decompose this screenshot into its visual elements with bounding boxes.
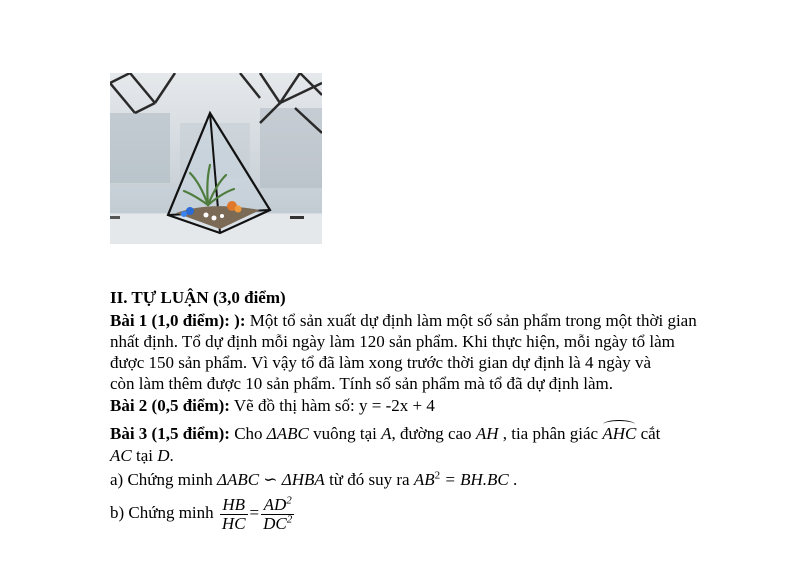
part-a-t1: a) Chứng minh (110, 470, 217, 489)
part-a-rhs: = BH.BC (440, 470, 509, 489)
bai1-line-3: được 150 sản phẩm. Vì vậy tổ đã làm xong trước thời gian dự định là 4 ngày và (110, 353, 652, 372)
bai3-angle-ahc: AHC (602, 424, 637, 443)
bai3-label: Bài 3 (1,5 điểm): (110, 424, 230, 443)
bai3-t4: , tia phân giác (498, 424, 603, 443)
bai3-line-1 (110, 423, 660, 444)
bai3-t5: cắt (636, 424, 661, 443)
part-a-t2: từ đó suy ra (324, 470, 414, 489)
bai3-line-2 (110, 445, 174, 466)
bai1-text-1: Một tổ sản xuất dự định làm một số sản phẩm trong một thời gian (245, 311, 697, 330)
part-a-ab: AB (413, 470, 435, 489)
bai3-ah: AH (475, 424, 499, 443)
part-a-t3: . (508, 470, 518, 489)
frac2-numerator (261, 493, 294, 515)
frac2-num-exp: 2 (286, 493, 292, 506)
part-a-similar: ΔABC ∽ ΔHBA (216, 470, 325, 489)
frac1-denominator: HC (221, 513, 246, 533)
frac2-denominator (261, 512, 294, 533)
bai3-t7: . (169, 446, 174, 465)
frac2-den-exp: 2 (286, 512, 293, 525)
bai2-text: Vẽ đồ thị hàm số: y = -2x + 4 (229, 396, 435, 415)
bai3-point-a: A (381, 424, 392, 443)
terrarium-photo (110, 73, 322, 244)
bai3-triangle-abc: ΔABC (266, 424, 309, 443)
equals-sign: = (249, 503, 260, 522)
bai3-point-d: D (157, 446, 170, 465)
frac1-numerator: HB (220, 496, 248, 515)
bai3-ac: AC (110, 446, 132, 465)
bai3-t2: vuông tại (308, 424, 382, 443)
fraction-hb-hc (220, 496, 248, 533)
bai3-t1: Cho (229, 424, 267, 443)
bai3-t6: tại (131, 446, 158, 465)
frac2-num-text: AD (263, 494, 287, 514)
bai3-t3: , đường cao (391, 424, 476, 443)
bai1-label: Bài 1 (1,0 điểm): ): (110, 311, 246, 330)
bai2-line (110, 395, 435, 416)
part-a-exp: 2 (434, 469, 441, 482)
part-a-line (110, 469, 517, 490)
section-title: II. TỰ LUẬN (3,0 điểm) (110, 288, 286, 307)
frac2-den-text: DC (263, 513, 287, 533)
bai1-line-1 (110, 310, 697, 331)
bai1-line-4: còn làm thêm được 10 sản phẩm. Tính số sản phẩm mà tổ đã dự định làm. (110, 374, 614, 393)
bai1-line-2: nhất định. Tổ dự định mỗi ngày làm 120 sản phẩm. Khi thực hiện, mỗi ngày tổ làm (110, 332, 675, 351)
part-b-t1: b) Chứng minh (110, 503, 218, 522)
bai2-label: Bài 2 (0,5 điểm): (110, 396, 230, 415)
part-b-line (110, 493, 296, 533)
fraction-ad2-dc2 (261, 493, 294, 533)
